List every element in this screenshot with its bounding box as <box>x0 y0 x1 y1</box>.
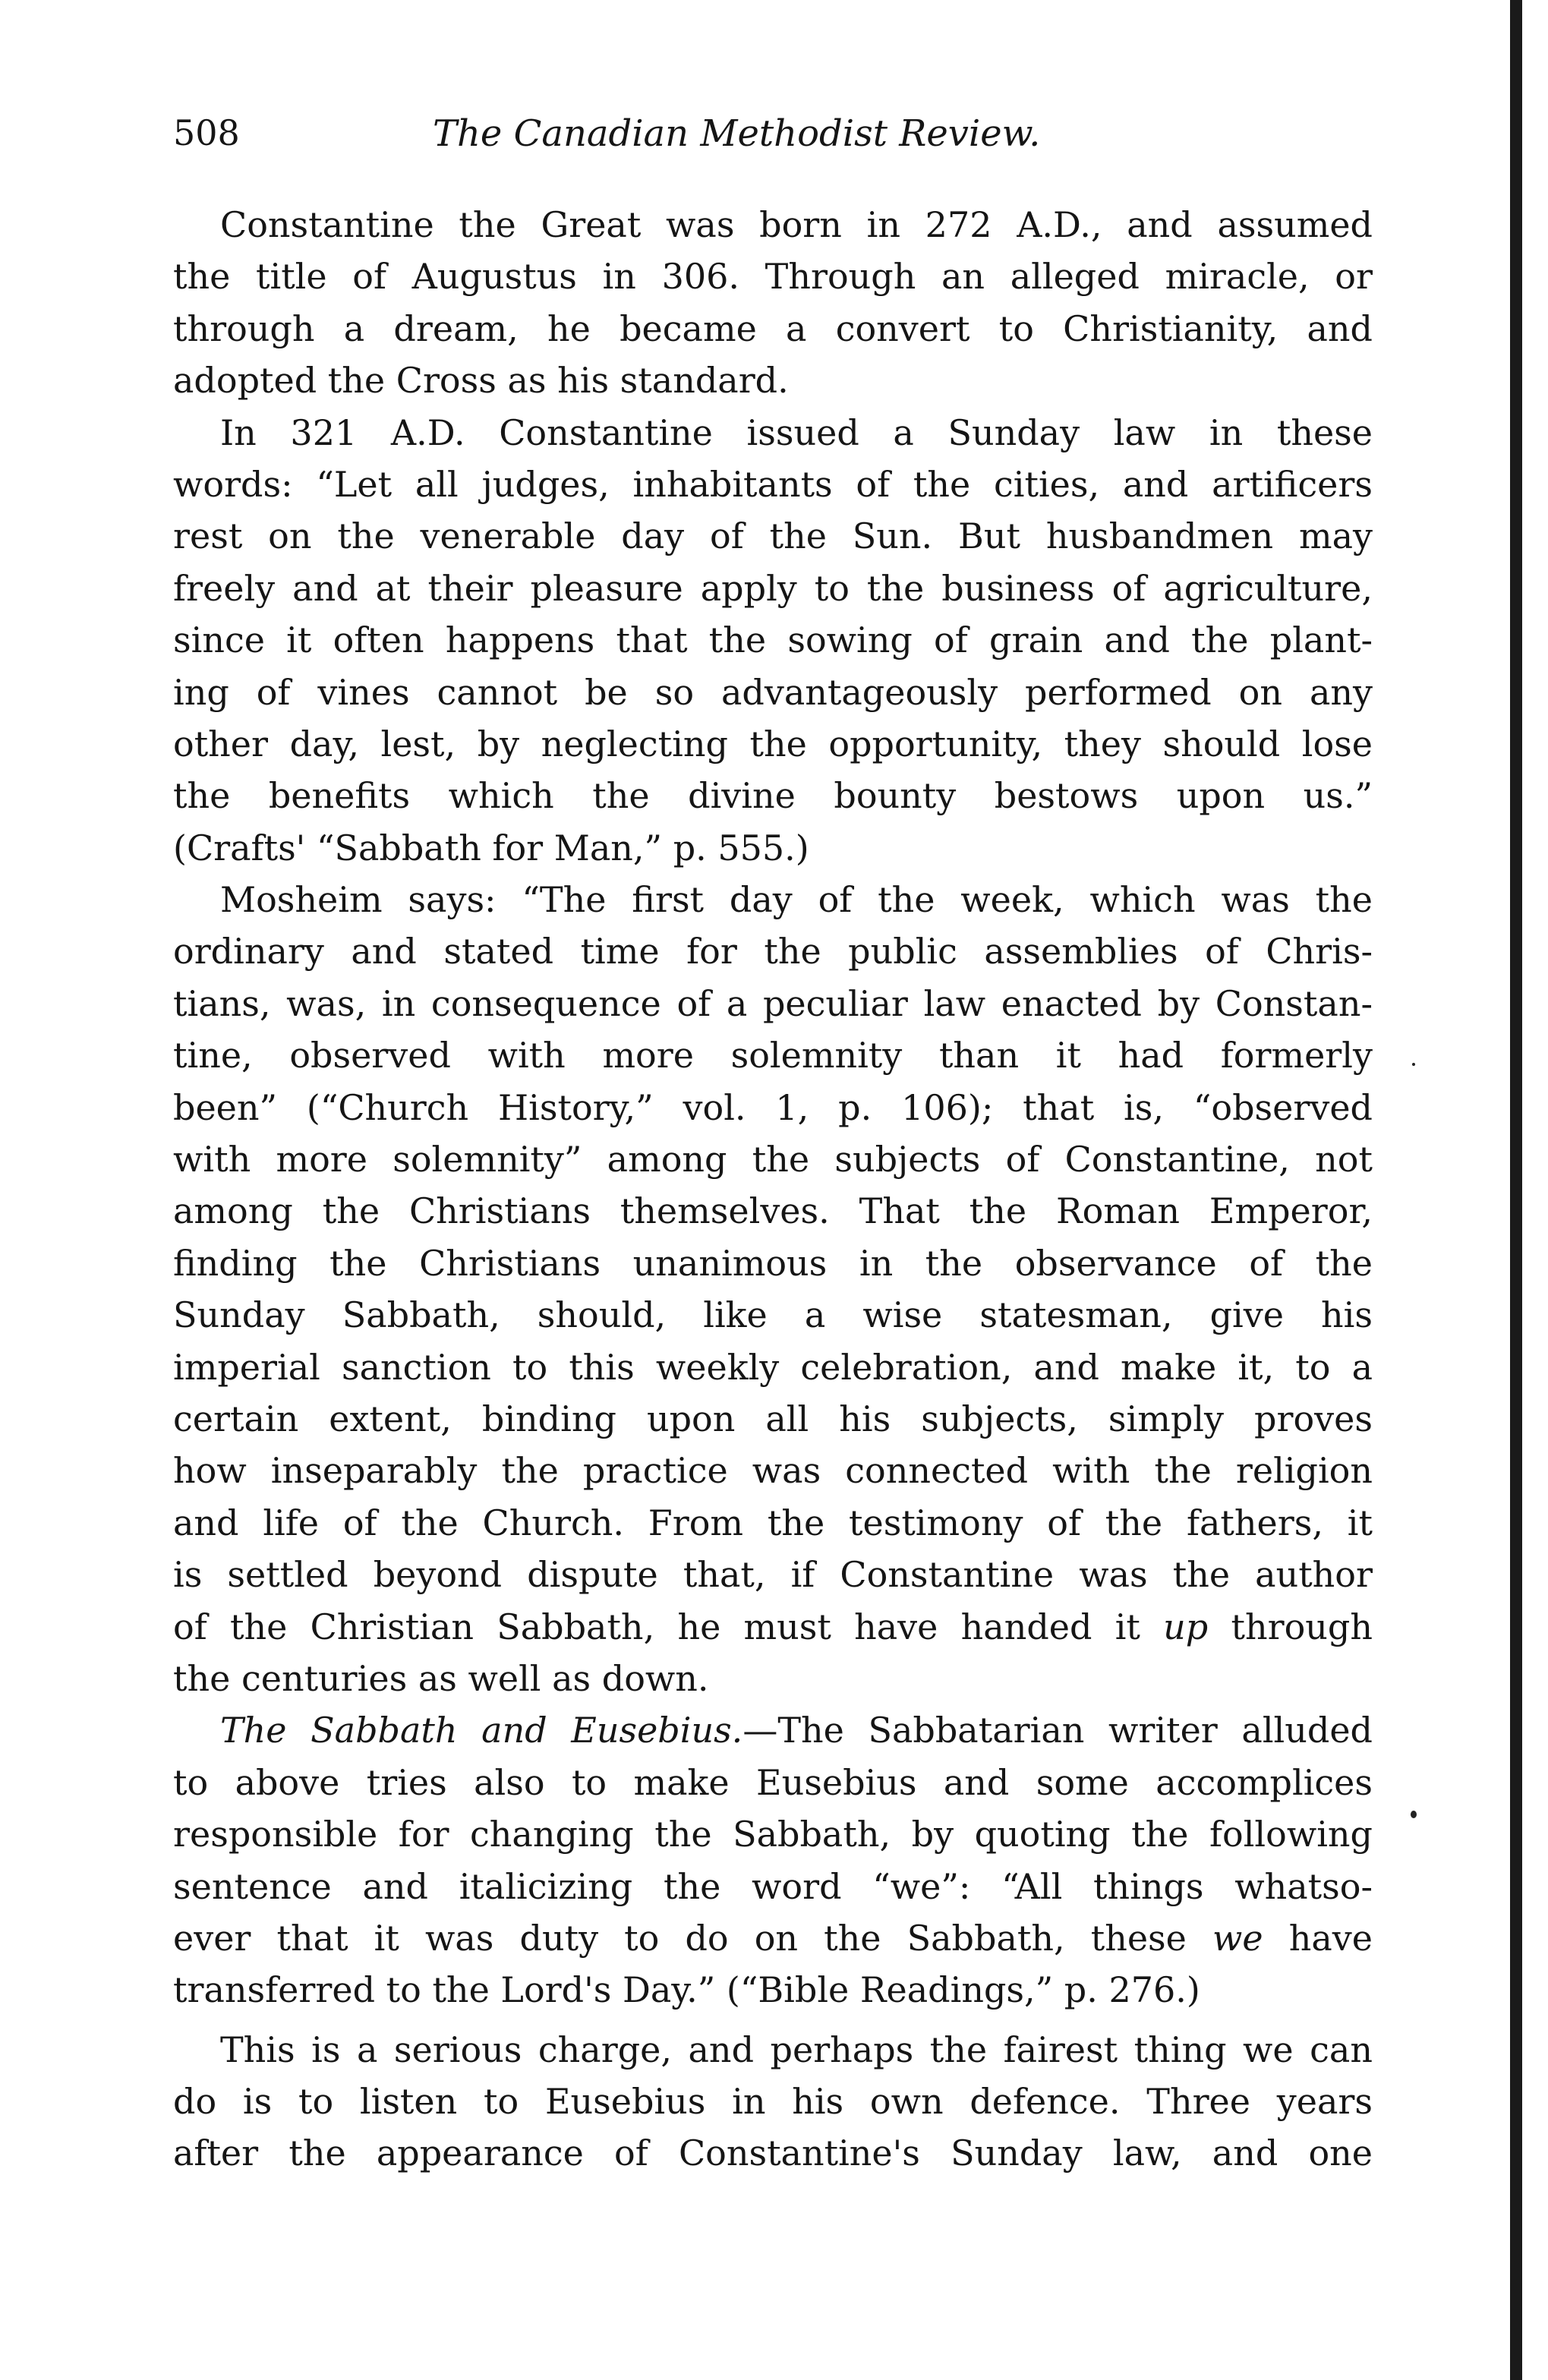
text-line: finding the Christians unanimous in the observance of the <box>173 1242 1373 1284</box>
text-segment: ever that it was duty to do on the Sabbath, these <box>173 1917 1213 1959</box>
scan-speck <box>1412 1063 1415 1066</box>
text-line-with-italic <box>173 1601 1373 1653</box>
text-line: tians, was, in consequence of a peculiar law enacted by Constan- <box>173 982 1373 1024</box>
text-line: ing of vines cannot be so advantageously performed on any <box>173 671 1373 713</box>
text-line: imperial sanction to this weekly celebration, and make it, to a <box>173 1346 1373 1388</box>
text-line: This is a serious charge, and perhaps the fairest thing we can <box>220 2029 1373 2070</box>
text-line: Sunday Sabbath, should, like a wise statesman, give his <box>173 1294 1373 1336</box>
scan-speck <box>1411 1811 1417 1818</box>
page-number: 508 <box>173 112 240 153</box>
text-line: transferred to the Lord's Day.” (“Bible Readings,” p. 276.) <box>173 1969 1200 2011</box>
text-line: Constantine the Great was born in 272 A.D., and assumed <box>220 204 1373 245</box>
section-heading: The Sabbath and Eusebius. <box>220 1710 743 1751</box>
text-line: words: “Let all judges, inhabitants of the cities, and artificers <box>173 463 1373 505</box>
text-line-with-heading <box>173 1704 1373 1756</box>
text-segment: have <box>1263 1917 1373 1959</box>
paragraph-serious-charge <box>173 2024 1373 2180</box>
text-line: after the appearance of Constantine's Sunday law, and one <box>173 2133 1373 2174</box>
text-line: and life of the Church. From the testimony of the fathers, it <box>173 1502 1373 1543</box>
body-text <box>173 199 1373 2180</box>
text-line: Mosheim says: “The first day of the week, which was the <box>220 879 1373 921</box>
text-line: certain extent, binding upon all his subjects, simply proves <box>173 1398 1373 1439</box>
text-line: since it often happens that the sowing of grain and the plant- <box>173 619 1373 661</box>
running-title: The Canadian Methodist Review. <box>433 112 1041 155</box>
text-line: do is to listen to Eusebius in his own defence. Three years <box>173 2081 1373 2123</box>
text-segment: of the Christian Sabbath, he must have handed it <box>173 1606 1164 1647</box>
text-line: through a dream, he became a convert to Christianity, and <box>173 307 1373 349</box>
italic-word-we: we <box>1212 1917 1263 1959</box>
paragraph-eusebius <box>173 1704 1373 2016</box>
text-line: is settled beyond dispute that, if Constantine was the author <box>173 1554 1373 1596</box>
text-line-with-italic <box>173 1912 1373 1964</box>
text-line: In 321 A.D. Constantine issued a Sunday law in these <box>220 411 1373 453</box>
scan-binding-edge <box>1510 0 1522 2380</box>
paragraph-mosheim <box>173 874 1373 1704</box>
text-line: freely and at their pleasure apply to the business of agriculture, <box>173 567 1373 609</box>
text-line: sentence and italicizing the word “we”: “All things whatso- <box>173 1865 1373 1907</box>
text-line: adopted the Cross as his standard. <box>173 360 789 402</box>
text-segment: —The Sabbatarian writer alluded <box>742 1710 1373 1751</box>
paragraph-sunday-law <box>173 407 1373 875</box>
text-line: been” (“Church History,” vol. 1, p. 106); that is, “observed <box>173 1086 1373 1128</box>
text-line: to above tries also to make Eusebius and some accomplices <box>173 1761 1373 1803</box>
text-line: among the Christians themselves. That the Roman Emperor, <box>173 1190 1373 1232</box>
text-line: rest on the venerable day of the Sun. But husbandmen may <box>173 515 1373 557</box>
text-line: other day, lest, by neglecting the opportunity, they should lose <box>173 723 1373 764</box>
italic-word-up: up <box>1163 1606 1209 1647</box>
text-segment: through <box>1208 1606 1373 1647</box>
text-line: ordinary and stated time for the public assemblies of Chris- <box>173 931 1373 972</box>
page-header <box>173 112 1388 165</box>
text-line: with more solemnity” among the subjects of Constantine, not <box>173 1139 1373 1181</box>
text-line: the centuries as well as down. <box>173 1657 709 1699</box>
text-line: the benefits which the divine bounty bestows upon us.” <box>173 775 1373 817</box>
text-line: responsible for changing the Sabbath, by quoting the following <box>173 1814 1373 1855</box>
text-line: how inseparably the practice was connected with the religion <box>173 1450 1373 1492</box>
text-line: the title of Augustus in 306. Through an alleged miracle, or <box>173 256 1373 298</box>
text-line: (Crafts' “Sabbath for Man,” p. 555.) <box>173 827 809 868</box>
text-line: tine, observed with more solemnity than it had formerly <box>173 1035 1373 1077</box>
paragraph-constantine <box>173 199 1373 407</box>
